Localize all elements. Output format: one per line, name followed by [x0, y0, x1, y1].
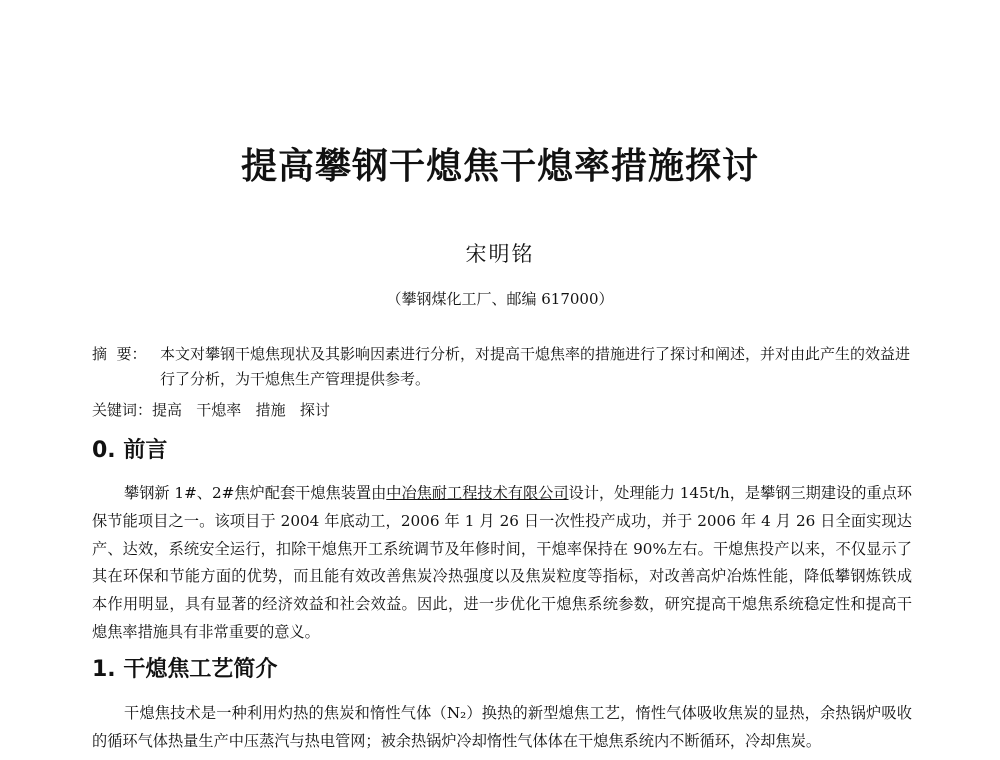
author-name: 宋明铭 — [465, 242, 535, 266]
preface-text-rest: 设计，处理能力 145t/h，是攀钢三期建设的重点环保节能项目之一。该项目于 2004 年底动工，2006 年 1 月 26 日一次性投产成功，并于 2006 年 4 月 26 日全面实现达产、达效，系统安全运行，扣除干熄焦开工系统调节及年修时间，干熄率保持在 90%左右。干熄焦投产以来，不仅显示了其在环保和节能方面的优势，而且能有效改善焦炭冷热强度以及焦炭粒度等指标，对改善高炉冶炼性能，降低攀钢炼铁成本作用明显，具有显著的经济效益和社会效益。因此，进一步优化干熄焦系统参数，研究提高干熄焦系统稳定性和提高干熄焦率措施具有非常重要的意义。 — [92, 484, 912, 641]
keywords-line: 关键词：提高 干熄率 措施 探讨 — [92, 401, 330, 419]
preface-paragraph — [92, 480, 912, 647]
section-heading-process: 1. 干熄焦工艺简介 — [92, 657, 278, 682]
preface-text-start: 攀钢新 1#、2#焦炉配套干熄焦装置由 — [124, 484, 387, 502]
designer-company-link[interactable]: 中冶焦耐工程技术有限公司 — [386, 484, 569, 502]
abstract-text: 本文对攀钢干熄焦现状及其影响因素进行分析，对提高干熄焦率的措施进行了探讨和阐述，并对由此产生的效益进行了分析，为干熄焦生产管理提供参考。 — [160, 345, 911, 388]
abstract-label: 摘 要： — [92, 345, 147, 363]
author-affiliation: （攀钢煤化工厂、邮编 617000） — [386, 290, 614, 308]
section-heading-preface: 0. 前言 — [92, 438, 168, 463]
abstract-block — [92, 342, 924, 392]
page-title: 提高攀钢干熄焦干熄率措施探讨 — [240, 146, 759, 187]
process-paragraph: 干熄焦技术是一种利用灼热的焦炭和惰性气体（N₂）换热的新型熄焦工艺，惰性气体吸收焦炭的显热，余热锅炉吸收的循环气体热量生产中压蒸汽与热电管网；被余热锅炉冷却惰性气体体在干熄焦系统内不断循环，冷却焦炭。 — [92, 704, 912, 750]
